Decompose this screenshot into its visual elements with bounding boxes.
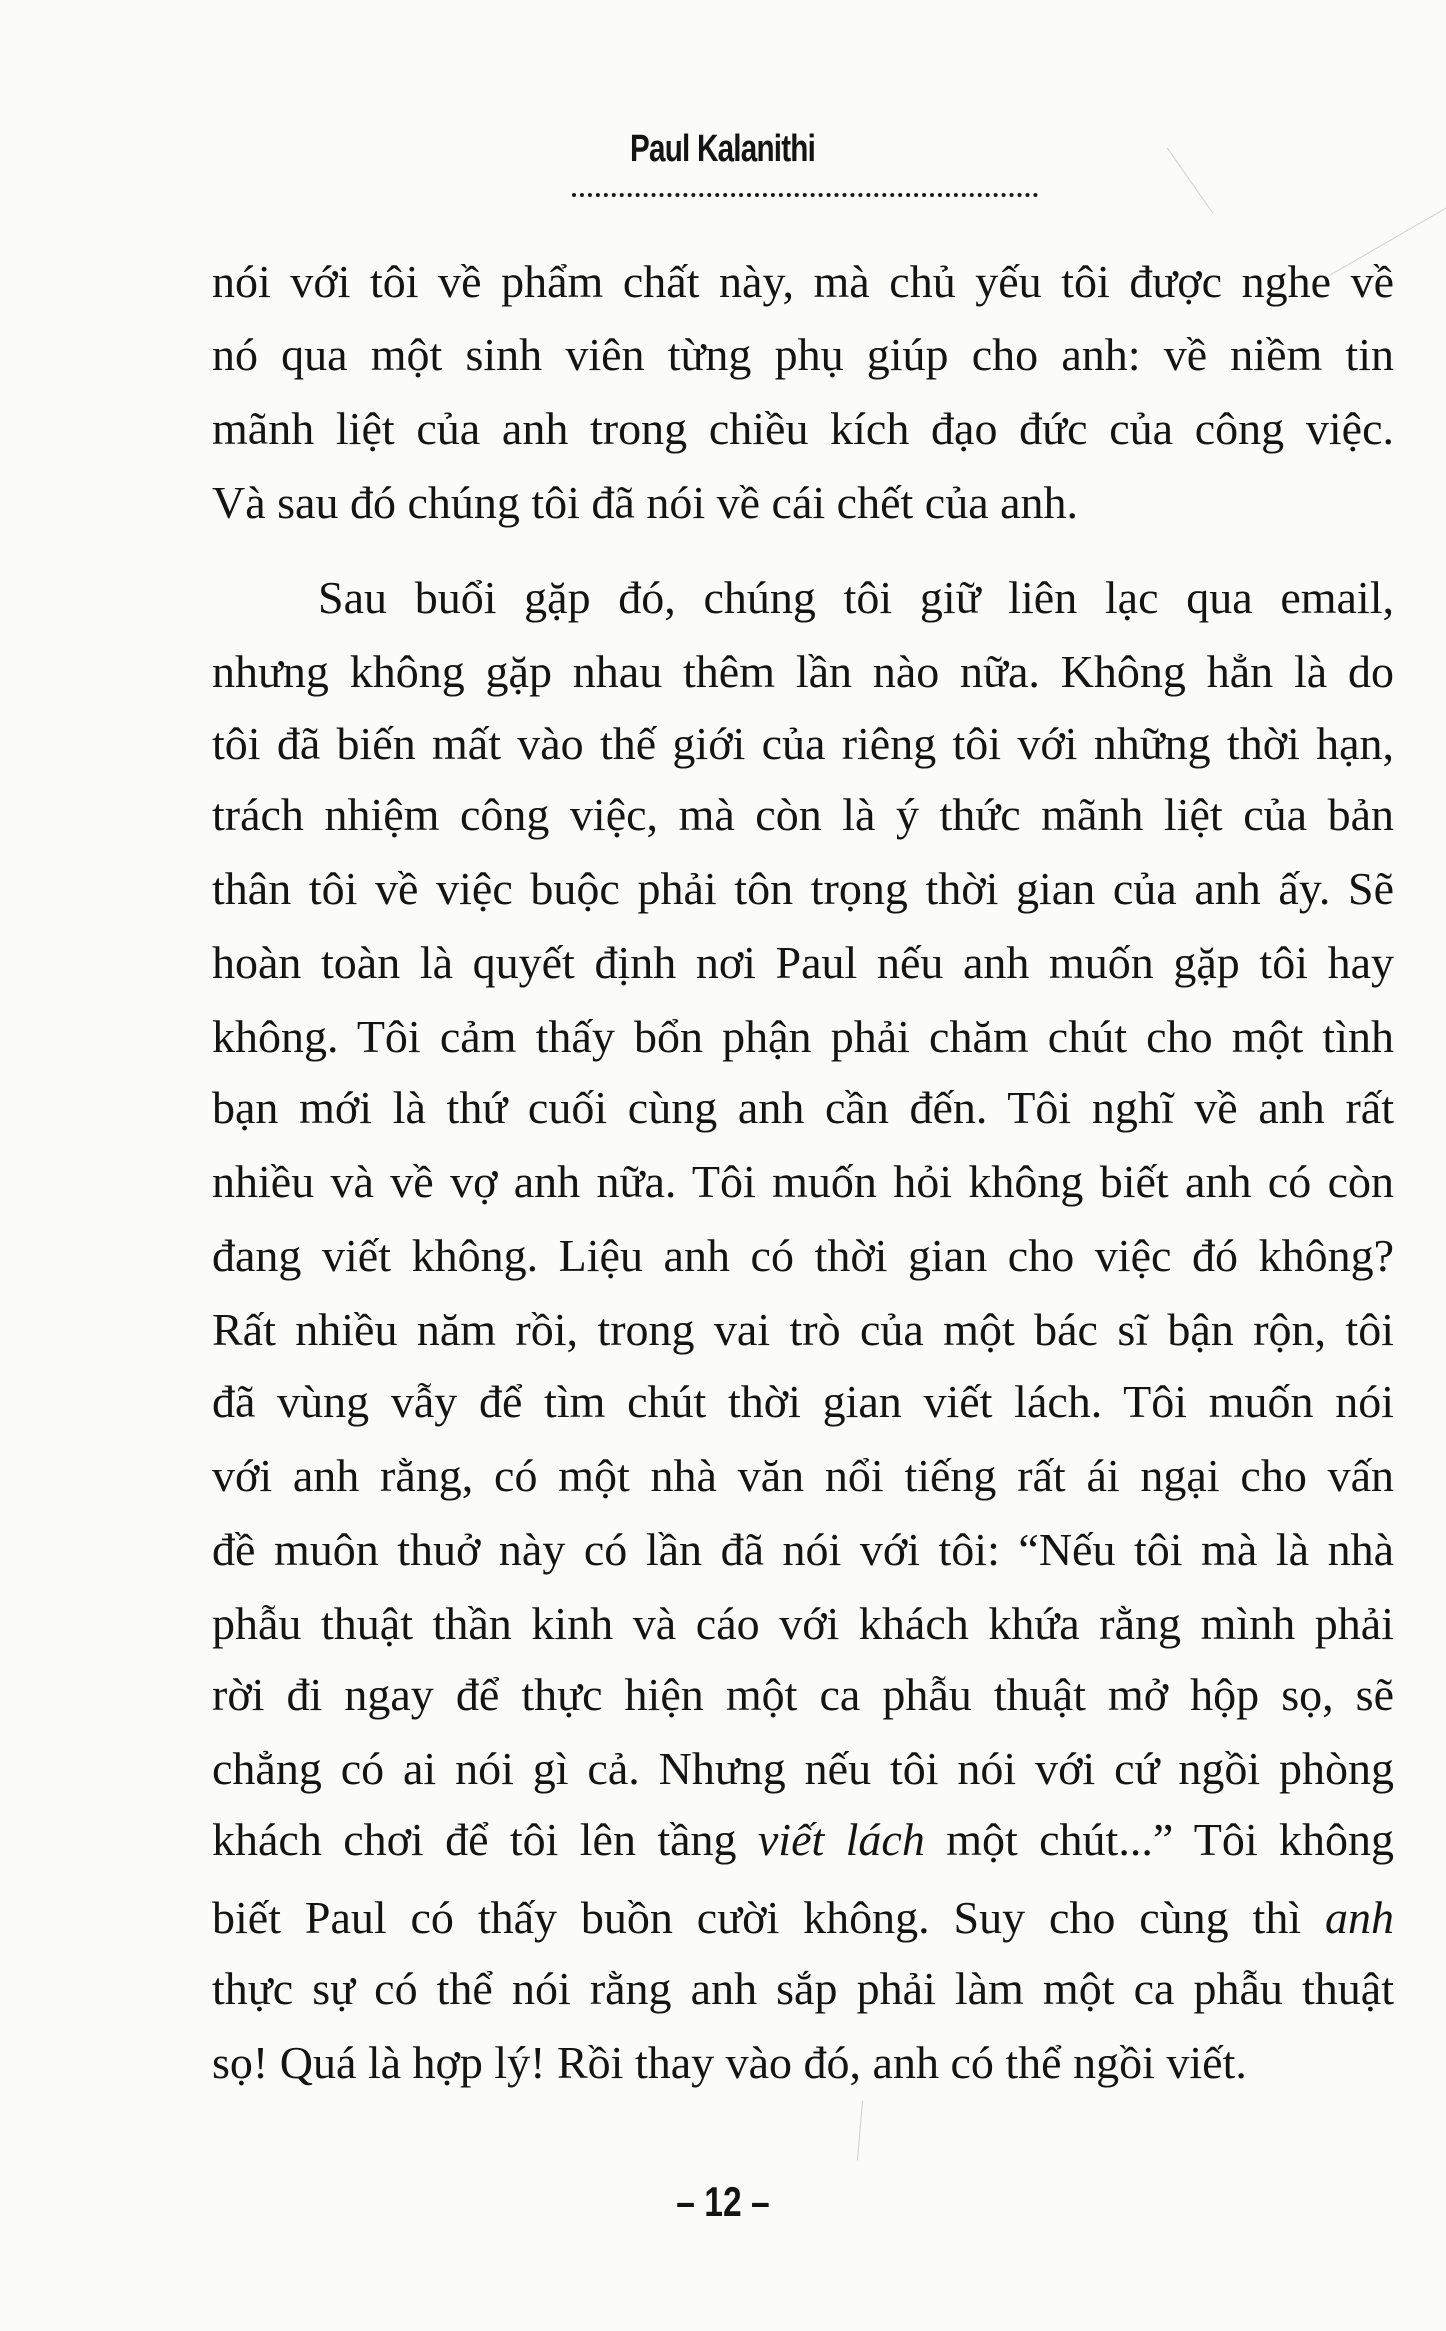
text-line: đang viết không. Liệu anh có thời gian cho việc đó không?: [212, 1230, 1394, 1281]
text-line-with-italic: [212, 1803, 1394, 1877]
text-line: phẫu thuật thần kinh và cáo với khách khứa rằng mình phải: [212, 1598, 1394, 1649]
italic-emphasis: anh: [1325, 1892, 1394, 1943]
text-line: thực sự có thể nói rằng anh sắp phải làm một ca phẫu thuật: [212, 1963, 1394, 2014]
text-segment: biết Paul có thấy buồn cười không. Suy cho cùng thì: [212, 1892, 1302, 1943]
text-line: bạn mới là thứ cuối cùng anh cần đến. Tôi nghĩ về anh rất: [212, 1082, 1394, 1133]
text-segment: khách chơi để tôi lên tầng: [212, 1814, 737, 1865]
paper-scuff: [857, 2101, 863, 2161]
text-line: chẳng có ai nói gì cả. Nhưng nếu tôi nói với cứ ngồi phòng: [212, 1743, 1394, 1794]
text-segment: một chút...” Tôi không: [946, 1814, 1394, 1865]
text-line: Và sau đó chúng tôi đã nói về cái chết của anh.: [212, 477, 1079, 528]
text-line: tôi đã biến mất vào thế giới của riêng tôi với những thời hạn,: [212, 718, 1394, 769]
text-line: đề muôn thuở này có lần đã nói với tôi: “Nếu tôi mà là nhà: [212, 1524, 1394, 1575]
header-dotted-rule: [572, 193, 1038, 197]
text-line: đã vùng vẫy để tìm chút thời gian viết lách. Tôi muốn nói: [212, 1376, 1394, 1427]
text-line: với anh rằng, có một nhà văn nổi tiếng rất ái ngại cho vấn: [212, 1450, 1394, 1501]
text-line-with-italic: [212, 1881, 1394, 1955]
italic-emphasis: viết lách: [757, 1814, 925, 1865]
text-line: mãnh liệt của anh trong chiều kích đạo đức của công việc.: [212, 403, 1394, 454]
text-line: hoàn toàn là quyết định nơi Paul nếu anh muốn gặp tôi hay: [212, 937, 1394, 988]
text-line: rời đi ngay để thực hiện một ca phẫu thuật mở hộp sọ, sẽ: [212, 1669, 1394, 1720]
text-line: Rất nhiều năm rồi, trong vai trò của một bác sĩ bận rộn, tôi: [212, 1304, 1394, 1355]
text-line: nó qua một sinh viên từng phụ giúp cho anh: về niềm tin: [212, 329, 1394, 380]
text-line: nhiều và về vợ anh nữa. Tôi muốn hỏi không biết anh có còn: [212, 1156, 1394, 1207]
page-number: – 12 –: [676, 2178, 770, 2225]
text-line: không. Tôi cảm thấy bổn phận phải chăm chút cho một tình: [212, 1011, 1394, 1062]
text-line: thân tôi về việc buộc phải tôn trọng thời gian của anh ấy. Sẽ: [212, 863, 1394, 914]
running-head-author: Paul Kalanithi: [630, 128, 816, 170]
text-line: nói với tôi về phẩm chất này, mà chủ yếu tôi được nghe về: [212, 256, 1394, 307]
text-line: Sau buổi gặp đó, chúng tôi giữ liên lạc qua email,: [318, 572, 1394, 623]
text-line: trách nhiệm công việc, mà còn là ý thức mãnh liệt của bản: [212, 789, 1394, 840]
text-line: sọ! Quá là hợp lý! Rồi thay vào đó, anh có thể ngồi viết.: [212, 2037, 1247, 2088]
text-line: nhưng không gặp nhau thêm lần nào nữa. Không hẳn là do: [212, 646, 1394, 697]
